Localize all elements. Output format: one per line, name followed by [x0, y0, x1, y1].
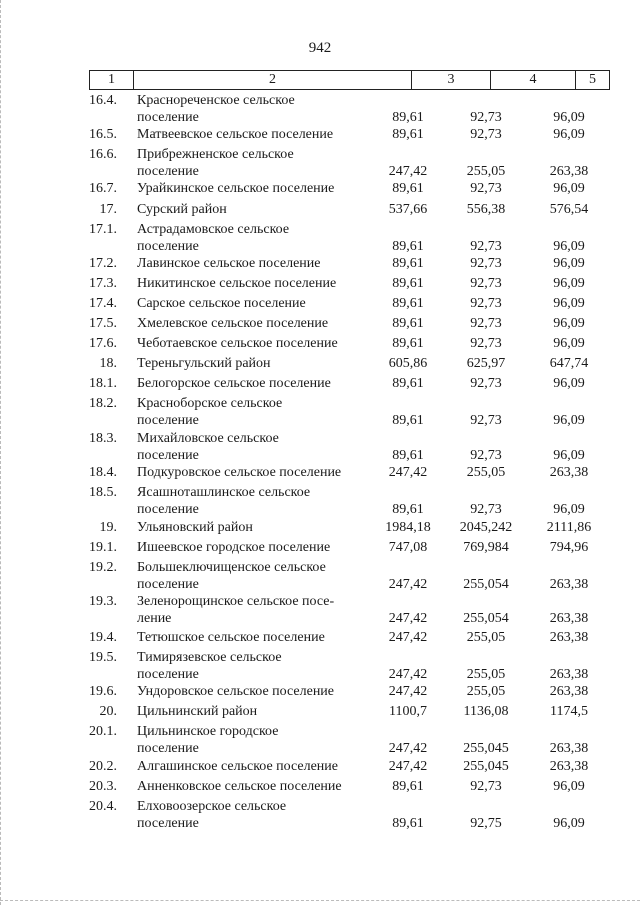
row-name-line: Тетюшское сельское поселение: [137, 630, 325, 645]
row-value-4: 1136,08: [463, 704, 509, 719]
row-name: [137, 649, 377, 683]
row-name: [137, 180, 377, 197]
row-name: [137, 126, 377, 143]
row-name-line: ление: [137, 611, 172, 626]
row-name: [137, 295, 377, 312]
row-value-5: 96,09: [553, 110, 585, 125]
row-name-line: Михайловское сельское: [137, 431, 279, 446]
row-name-line: Прибрежненское сельское: [137, 147, 294, 162]
row-value-5: 96,09: [553, 448, 585, 463]
row-number: 20.4.: [89, 799, 117, 814]
row-name: [137, 593, 377, 627]
row-number: 18.: [99, 356, 117, 371]
row-value-3: 89,61: [392, 502, 424, 517]
row-value-3: 1984,18: [385, 520, 431, 535]
row-name-line: Зеленорощинское сельское посе-: [137, 594, 335, 609]
row-name: [137, 315, 377, 332]
row-name: [137, 629, 377, 646]
row-name: [137, 335, 377, 352]
row-name-line: поселение: [137, 502, 199, 517]
row-value-3: 89,61: [392, 256, 424, 271]
row-name-line: Тереньгульский район: [137, 356, 271, 371]
row-name-line: поселение: [137, 164, 199, 179]
row-value-5: 2111,86: [546, 520, 592, 535]
row-value-3: 89,61: [392, 316, 424, 331]
row-value-5: 263,38: [549, 611, 589, 626]
row-name: [137, 758, 377, 775]
row-value-5: 263,38: [549, 465, 589, 480]
row-value-3: 247,42: [388, 164, 428, 179]
row-name-line: Подкуровское сельское поселение: [137, 465, 342, 480]
row-name-line: Чеботаевское сельское поселение: [137, 336, 338, 351]
row-name-line: Большеключищенское сельское: [137, 560, 326, 575]
row-value-3: 247,42: [388, 465, 428, 480]
row-number: 19.6.: [89, 684, 117, 699]
row-value-3: 247,42: [388, 611, 428, 626]
row-value-5: 263,38: [549, 577, 589, 592]
row-value-3: 89,61: [392, 816, 424, 831]
row-number: 20.1.: [89, 724, 117, 739]
row-name: [137, 275, 377, 292]
row-name-line: Сарское сельское поселение: [137, 296, 306, 311]
row-value-4: 769,984: [463, 540, 509, 555]
row-name: [137, 146, 377, 180]
row-value-4: 92,73: [470, 502, 502, 517]
row-name: [137, 221, 377, 255]
row-number: 20.2.: [89, 759, 117, 774]
row-value-4: 92,73: [470, 256, 502, 271]
row-value-3: 89,61: [392, 296, 424, 311]
row-value-3: 247,42: [388, 741, 428, 756]
row-name-line: Тимирязевское сельское: [137, 650, 282, 665]
row-value-4: 255,05: [466, 465, 506, 480]
row-value-4: 625,97: [466, 356, 506, 371]
column-header-5: 5: [576, 71, 610, 90]
row-name: [137, 92, 377, 126]
row-number: 16.6.: [89, 147, 117, 162]
row-number: 16.7.: [89, 181, 117, 196]
column-header-1: 1: [90, 71, 134, 90]
row-name: [137, 723, 377, 757]
column-header-3: 3: [412, 71, 491, 90]
row-name-line: Ундоровское сельское поселение: [137, 684, 335, 699]
row-name: [137, 201, 377, 218]
row-value-3: 89,61: [392, 448, 424, 463]
row-number: 18.3.: [89, 431, 117, 446]
row-number: 19.4.: [89, 630, 117, 645]
row-value-3: 747,08: [388, 540, 428, 555]
column-header-4: 4: [491, 71, 576, 90]
row-value-3: 247,42: [388, 630, 428, 645]
row-name-line: Цильнинский район: [137, 704, 258, 719]
row-value-3: 247,42: [388, 667, 428, 682]
row-number: 17.1.: [89, 222, 117, 237]
row-value-5: 96,09: [553, 502, 585, 517]
row-value-4: 92,73: [470, 110, 502, 125]
row-value-3: 605,86: [388, 356, 428, 371]
row-name-line: Урайкинское сельское поселение: [137, 181, 335, 196]
row-name: [137, 683, 377, 700]
column-header-2: 2: [134, 71, 412, 90]
row-value-4: 92,73: [470, 276, 502, 291]
row-value-5: 576,54: [549, 202, 589, 217]
row-name: [137, 355, 377, 372]
row-number: 18.4.: [89, 465, 117, 480]
row-number: 17.: [99, 202, 117, 217]
row-value-5: 263,38: [549, 630, 589, 645]
row-name-line: Ясашноташлинское сельское: [137, 485, 311, 500]
row-value-5: 96,09: [553, 296, 585, 311]
scan-edge-bottom: [0, 900, 640, 901]
row-number: 16.5.: [89, 127, 117, 142]
row-name-line: Никитинское сельское поселение: [137, 276, 337, 291]
row-value-5: 96,09: [553, 376, 585, 391]
row-value-5: 794,96: [549, 540, 589, 555]
row-name: [137, 778, 377, 795]
row-value-5: 96,09: [553, 256, 585, 271]
row-value-3: 89,61: [392, 239, 424, 254]
row-value-4: 255,05: [466, 667, 506, 682]
row-number: 20.: [99, 704, 117, 719]
row-number: 17.4.: [89, 296, 117, 311]
row-name: [137, 559, 377, 593]
row-name: [137, 375, 377, 392]
row-value-3: 89,61: [392, 127, 424, 142]
row-number: 18.2.: [89, 396, 117, 411]
row-name: [137, 519, 377, 536]
row-name-line: поселение: [137, 741, 199, 756]
row-number: 18.5.: [89, 485, 117, 500]
row-value-4: 2045,242: [459, 520, 513, 535]
column-header-row: [89, 70, 610, 90]
row-value-4: 92,73: [470, 316, 502, 331]
row-value-4: 92,73: [470, 448, 502, 463]
row-value-5: 263,38: [549, 667, 589, 682]
row-name-line: Красноборское сельское: [137, 396, 283, 411]
row-name-line: поселение: [137, 448, 199, 463]
row-value-5: 96,09: [553, 316, 585, 331]
row-number: 19.3.: [89, 594, 117, 609]
row-name-line: поселение: [137, 239, 199, 254]
row-name-line: Елховоозерское сельское: [137, 799, 287, 814]
row-name-line: Ишеевское городское поселение: [137, 540, 331, 555]
row-value-5: 263,38: [549, 164, 589, 179]
row-value-4: 92,73: [470, 376, 502, 391]
row-name: [137, 539, 377, 556]
row-value-3: 89,61: [392, 181, 424, 196]
row-value-5: 263,38: [549, 759, 589, 774]
row-value-4: 92,73: [470, 413, 502, 428]
row-value-5: 263,38: [549, 741, 589, 756]
row-name: [137, 703, 377, 720]
row-number: 19.2.: [89, 560, 117, 575]
row-value-4: 255,045: [463, 759, 509, 774]
row-name-line: Краснореченское сельское: [137, 93, 295, 108]
row-name-line: поселение: [137, 413, 199, 428]
row-value-5: 96,09: [553, 816, 585, 831]
row-value-3: 89,61: [392, 376, 424, 391]
row-name-line: Цильнинское городское: [137, 724, 279, 739]
row-number: 17.5.: [89, 316, 117, 331]
row-value-4: 92,73: [470, 296, 502, 311]
row-number: 19.1.: [89, 540, 117, 555]
row-name-line: Анненковское сельское поселение: [137, 779, 342, 794]
row-name-line: Матвеевское сельское поселение: [137, 127, 334, 142]
row-value-5: 647,74: [549, 356, 589, 371]
row-value-5: 96,09: [553, 779, 585, 794]
row-name: [137, 430, 377, 464]
row-name-line: поселение: [137, 667, 199, 682]
row-name-line: Лавинское сельское поселение: [137, 256, 321, 271]
row-name-line: Ульяновский район: [137, 520, 253, 535]
row-value-5: 96,09: [553, 239, 585, 254]
row-number: 17.6.: [89, 336, 117, 351]
row-value-4: 92,73: [470, 779, 502, 794]
row-value-3: 89,61: [392, 336, 424, 351]
row-name-line: Астрадамовское сельское: [137, 222, 290, 237]
row-number: 20.3.: [89, 779, 117, 794]
row-name: [137, 464, 377, 481]
row-value-4: 255,05: [466, 630, 506, 645]
row-value-4: 92,73: [470, 181, 502, 196]
row-name-line: поселение: [137, 577, 199, 592]
row-value-3: 537,66: [388, 202, 428, 217]
row-value-5: 96,09: [553, 181, 585, 196]
row-value-3: 89,61: [392, 413, 424, 428]
row-value-4: 92,73: [470, 239, 502, 254]
row-number: 17.3.: [89, 276, 117, 291]
row-value-4: 92,73: [470, 127, 502, 142]
row-name-line: поселение: [137, 110, 199, 125]
row-value-3: 89,61: [392, 276, 424, 291]
row-name-line: Хмелевское сельское поселение: [137, 316, 329, 331]
row-name: [137, 484, 377, 518]
row-value-5: 96,09: [553, 127, 585, 142]
row-value-5: 1174,5: [550, 704, 588, 719]
row-name-line: Алгашинское сельское поселение: [137, 759, 339, 774]
row-value-4: 255,054: [463, 577, 509, 592]
row-value-5: 96,09: [553, 276, 585, 291]
row-value-4: 92,73: [470, 336, 502, 351]
row-value-3: 1100,7: [389, 704, 427, 719]
row-value-4: 255,05: [466, 164, 506, 179]
row-number: 19.: [99, 520, 117, 535]
scan-edge-left: [0, 0, 3, 905]
row-value-3: 247,42: [388, 577, 428, 592]
row-value-5: 263,38: [549, 684, 589, 699]
row-value-5: 96,09: [553, 413, 585, 428]
row-value-4: 255,054: [463, 611, 509, 626]
row-name-line: Белогорское сельское поселение: [137, 376, 331, 391]
row-value-5: 96,09: [553, 336, 585, 351]
row-name-line: поселение: [137, 816, 199, 831]
row-number: 16.4.: [89, 93, 117, 108]
row-name-line: Сурский район: [137, 202, 227, 217]
row-name: [137, 395, 377, 429]
row-value-3: 247,42: [388, 684, 428, 699]
row-value-4: 92,75: [470, 816, 502, 831]
row-value-4: 255,05: [466, 684, 506, 699]
row-number: 18.1.: [89, 376, 117, 391]
row-value-4: 255,045: [463, 741, 509, 756]
row-number: 17.2.: [89, 256, 117, 271]
row-value-3: 247,42: [388, 759, 428, 774]
row-number: 19.5.: [89, 650, 117, 665]
page-number: 942: [308, 40, 332, 56]
row-name: [137, 255, 377, 272]
row-value-3: 89,61: [392, 110, 424, 125]
row-value-4: 556,38: [466, 202, 506, 217]
row-value-3: 89,61: [392, 779, 424, 794]
row-name: [137, 798, 377, 832]
